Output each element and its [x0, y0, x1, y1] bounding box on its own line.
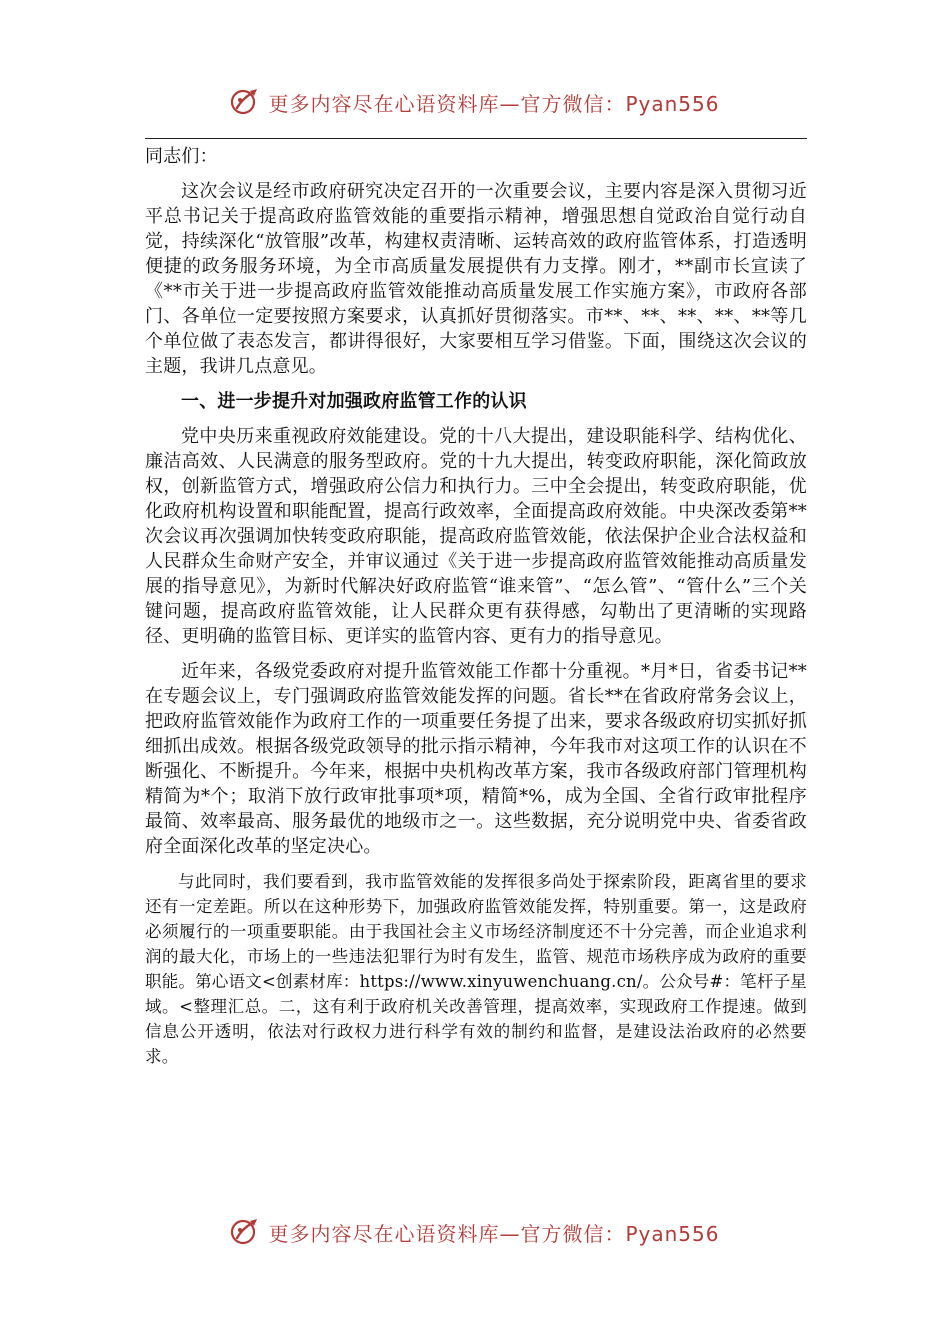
- section-heading-1: 一、进一步提升对加强政府监管工作的认识: [181, 391, 527, 412]
- footer-banner-text: 更多内容尽在心语资料库—官方微信：Pyan556: [268, 1221, 720, 1246]
- intro-paragraph: 这次会议是经市政府研究决定召开的一次重要会议，主要内容是深入贯彻习近平总书记关于提高政府监管效能的重要指示精神，增强思想自觉政治自觉行动自觉，持续深化“放管服”改革，构建权责清晰、运转高效的政府监管体系，打造透明便捷的政务服务环境，为全市高质量发展提供有力支撑。刚才，**副市长宣读了《**市关于进一步提高政府监管效能推动高质量发展工作实施方案》，市政府各部门、各单位一定要按照方案要求，认真抓好贯彻落实。市**、**、**、**、**等几个单位做了表态发言，都讲得很好，大家要相互学习借鉴。下面，围绕这次会议的主题，我讲几点意见。: [145, 181, 807, 377]
- section1-paragraph-1: 党中央历来重视政府效能建设。党的十八大提出，建设职能科学、结构优化、廉洁高效、人民满意的服务型政府。党的十九大提出，转变政府职能，深化简政放权，创新监管方式，增强政府公信力和执行力。三中全会提出，转变政府职能，优化政府机构设置和职能配置，提高行政效率，全面提高政府效能。中央深改委第**次会议再次强调加快转变政府职能，提高政府监管效能，依法保护企业合法权益和人民群众生命财产安全，并审议通过《关于进一步提高政府监管效能推动高质量发展的指导意见》，为新时代解决好政府监管“谁来管”、“怎么管”、“管什么”三个关键问题，提高政府监管效能，让人民群众更有获得感，勾勒出了更清晰的实现路径、更明确的监管目标、更详实的监管内容、更有力的指导意见。: [145, 426, 807, 647]
- section1-paragraph-2: 近年来，各级党委政府对提升监管效能工作都十分重视。*月*日，省委书记**在专题会议上，专门强调政府监管效能发挥的问题。省长**在省政府常务会议上，把政府监管效能作为政府工作的一项重要任务提了出来，要求各级政府切实抓好抓细抓出成效。根据各级党政领导的批示指示精神，今年我市对这项工作的认识在不断强化、不断提升。今年来，根据中央机构改革方案，我市各级政府部门管理机构精简为*个；取消下放行政审批事项*项，精简*%，成为全国、全省行政审批程序最简、效率最高、服务最优的地级市之一。这些数据，充分说明党中央、省委省政府全面深化改革的坚定决心。: [145, 661, 807, 857]
- header-banner-text: 更多内容尽在心语资料库—官方微信：Pyan556: [268, 91, 720, 116]
- brush-logo-icon: [230, 1217, 260, 1247]
- section1-paragraph-3: 与此同时，我们要看到，我市监管效能的发挥很多尚处于探索阶段，距离省里的要求还有一定差距。所以在这种形势下，加强政府监管效能发挥，特别重要。第一，这是政府必须履行的一项重要职能。由于我国社会主义市场经济制度还不十分完善，而企业追求利润的最大化，市场上的一些违法犯罪行为时有发生，监管、规范市场秩序成为政府的重要职能。第心语文<创素材库：https://www.xinyuwenchuang.cn/。公众号#：笔杆子星域。<整理汇总。二，这有利于政府机关改善管理，提高效率，实现政府工作提速。做到信息公开透明，依法对行政权力进行科学有效的制约和监督，是建设法治政府的必然要求。: [145, 872, 807, 1066]
- header-divider: [145, 138, 807, 139]
- salutation: 同志们：: [145, 146, 218, 167]
- footer-banner: [0, 1212, 950, 1252]
- brush-logo-icon: [230, 87, 260, 117]
- header-banner: [0, 82, 950, 122]
- document-body: [145, 144, 807, 1079]
